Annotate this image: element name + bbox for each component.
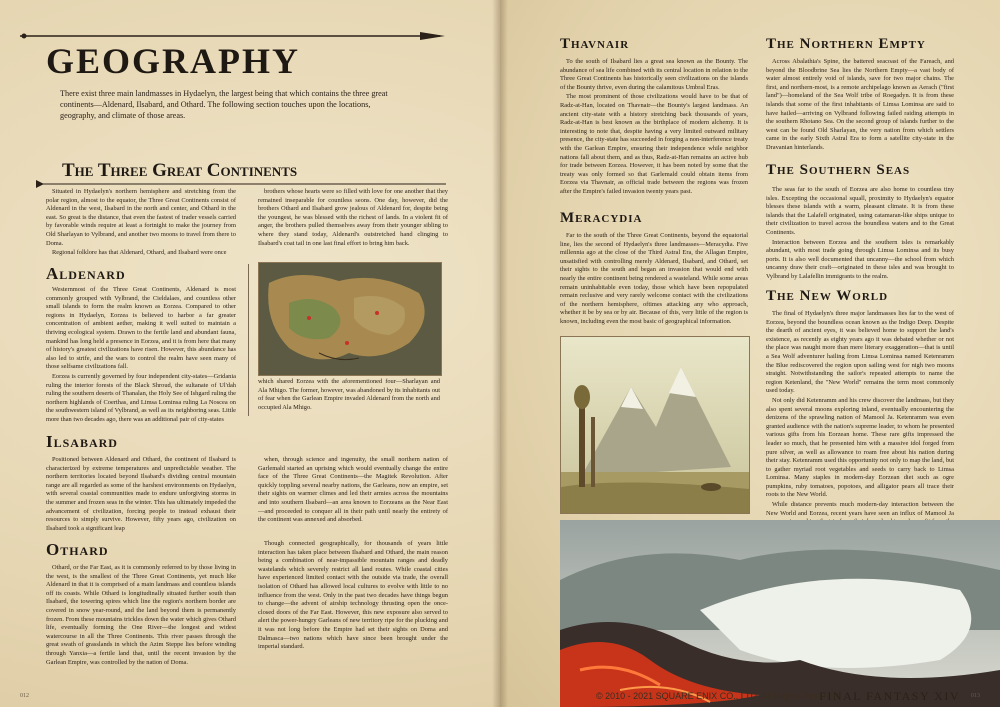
right-page [500,0,1000,707]
three-continents-para1: Situated in Hydaelyn's northern hemisphere and stretching from the polar region, almost to the equator, the Three Great Continents consist of Aldenard in the west, Ilsabard in the north and center, and Othard in the east. So great is the distance, that even the fastest of trader vessels carried by favorable winds require at least a fortnight to make the journey from Old Sharlayan to Vylbrand, and another two moons to travel from there to Doma. [46,188,236,247]
othard-col1 [46,564,236,668]
aldenard-col2 [258,378,440,413]
three-continents-col1 [46,188,236,259]
meracydia-para1: Far to the south of the Three Great Continents, beyond the equatorial line, lies the second of Hydaelyn's three landmasses—Meracydia. Five millennia ago at the close of the Third Astral Era, the Allagan Empire, unsatisfied with controlling merely Aldenard, Ilsabard, and Othard, set their sights to the south and began an invasion that would end with nearly the entire continent being rendered a wasteland. While some areas remain uninhabitable even today, those which have been repopulated remain reclusive and very rarely welcome contact with the civilizations of the northern hemisphere, oftimes attacking any who approach, whether it be by sea or by air. Because of this, very little of the region is known, including even the most basic of geographical information. [560,232,748,325]
thavnair-para2: The most prominent of those civilizations would have to be that of Radz-at-Han, located on Thavnair—the Bounty's largest landmass. An ancient city-state with a history stretching back thousands of years, Radz-at-Han is best known as the birthplace of modern alchemy. It is interesting to note that, despite having a very limited outward military presence, the city-state has succeeded in forging a non-interference treaty with the Garlean Empire, ensuring their independence while neighbor nations fall about them, and as thus, Radz-at-Han remains an active hub for trade between Eorzea. However, it has been noted by some that the treaty was only formed so that Garlemald could obtain items from Eorzea via Thavnair, as official trade between the regions was frozen after the Empire's failed invasion twenty years past. [560,93,748,195]
aldenard-col1 [46,286,236,426]
southern-seas-heading: The Southern Seas [766,162,911,178]
ilsabard-para1: Positioned between Aldenard and Othard, the continent of Ilsabard is characterized by extreme temperatures and unpredictable weather. The northern territories located beyond Ilsabard's dividing central mountain range are all regarded as some of the harshest environments on Hydaelyn, with several coastal communities made to endure unforgiving storms in the summer and frozen seas in the winter. This has ultimately impeded the advancement of civilization, forcing people to instead exhaust their resources to simply survive. However, fifty years ago, civilization on Ilsabard took a significant leap [46,456,236,532]
southern-seas-para1: The seas far to the south of Eorzea are also home to countless tiny isles. Excepting the occasional squall, proximity to Hydaelyn's equator blesses these islands with a warm, pleasant climate. It is from these islands that the Lalafell originated, using catamaran-like ships unique to their civilization to travel across the boundless waters and to the Great Continents. [766,186,954,236]
book-gutter [492,0,508,707]
ilsabard-col1 [46,456,236,534]
thavnair-heading: Thavnair [560,36,630,52]
aldenard-map-image [258,262,442,376]
northern-empty-para1: Across Abalathia's Spine, the battered seacoast of the Fareach, and beyond the Bloodbrine Sea lies the Northern Empty—a vast body of water almost entirely void of islands, save for two major chains. The first, and northern-most, is a remote archipelago known as Aerach ("first land")—homeland of the Sea Wolf tribe of Roegadyn. It is from these islands that some of the first inhabitants of Limsa Lominsa are said to have hailed—arriving on Vylbrand following failed raiding attempts in the southern Rhotano Sea. On the second group of islands further to the west can be found Old Sharlayan, the very nation from which settlers came in the early Sixth Astral Era to form a satellite city-state in the Dravanian hinterlands. [766,58,954,151]
column-divider [248,264,249,416]
game-logo: FINAL FANTASY XIV [819,689,960,703]
thavnair-col [560,58,748,198]
ilsabard-para2: when, through science and ingenuity, the small northern nation of Garlemald started an uprising which would eventually change the entire face of the Three Great Continents—the Magitek Revolution. After quickly toppling several nearby nations, the Garleans, now an empire, set their sights on warmer climes and led their armies across the mountains and into southern Ilsabard—an area known to Eorzeans as the Near East—and proceeded to conquer all in their path until nearly the entirety of the continent was annexed and absorbed. [258,456,448,524]
aldenard-para1: Westernmost of the Three Great Continents, Aldenard is most commonly grouped with Vylbrand, the Cieldalaes, and countless other small islands to form the realm known as Eorzea. Compared to other regions in Hydaelyn, Eorzea is believed to harbor a far greater concentration of ambient aether, making it well suited to maintain a thriving ecological system. Drawn to the fertile land and abundant fauna, mankind has long held a presence in Eorzea, and it is from here that many of history's greatest civilizations have risen. However, this abundance has also led to strife, and the wars to control the realm have seen many of those selfsame civilizations fall. [46,286,236,371]
new-world-para1: The final of Hydaelyn's three major landmasses lies far to the west of Eorzea, beyond the boundless ocean known as the Indigo Deep. Despite the dearth of ancient eyes, it was believed home to support the land's existence, as recently as eighty years ago it was debated whether or not the place was naught more than mere literary exaggeration—that is until a Sea Wolf adventurer hailing from Limsa Lominsa named Ketenramm the Blue rediscovered the region upon sailing west for nigh two moons straight. Notwithstanding the sailor's repeated attempts to name the region Ketenland, the "New World" remains the term most commonly used today. [766,310,954,395]
southern-seas-para2: Interaction between Eorzea and the southern isles is remarkably abundant, with most trade going through Limsa Lominsa and its busy ports. It is also well documented that uncanny—the school from which uncanny draw their craft—originated in these isles and was brought to Vylbrand by Lalafellin immigrants to the realm. [766,238,954,280]
meracydia-painting [560,336,750,514]
othard-col2 [258,540,448,653]
southern-seas-col [766,186,954,283]
intro-paragraph: There exist three main landmasses in Hydaelyn, the largest being that which contains the three great continents—Aldenard, Ilsabard, and Othard. The following section touches upon the locations, geography, and climate of those areas. [60,89,388,120]
three-continents-col2 [258,188,448,249]
right-page-number: 013 [971,693,980,699]
thavnair-para1: To the south of Ilsabard lies a great sea known as the Bounty. The abundance of sea life combined with its central location in relation to the Three Great Continents has historically seen civilizations on the islands of the Bounty thrive, even during the calamitous Umbral Eras. [560,58,748,91]
northern-empty-col [766,58,954,154]
aldenard-heading: Aldenard [46,264,126,283]
new-world-col [766,310,954,536]
left-page-number: 012 [20,693,29,699]
ilsabard-heading: Ilsabard [46,432,118,451]
new-world-para3: While distance prevents much modern-day interaction between the New World and Eorzea, recent years have seen an influx of Mamool Ja [766,501,954,517]
ilsabard-col2 [258,456,448,526]
three-continents-para2: Regional folklore has that Aldenard, Othard, and Ilsabard were once [52,249,227,257]
three-continents-para3: brothers whose hearts were so filled with love for one another that they remained inseparable for countless seons. One day, however, did the brothers Othard and Ilsabard grow jealous of Aldenard for, despite being the youngest, he was blessed with the richest of lands. In a violent fit of anger, the brothers pulled themselves away from their younger sibling to where they stand today, Aldenard's outstretched hand clinging to Ilsabard's coat tail in one last final effort to bring him back. [258,188,448,247]
three-continents-heading: The Three Great Continents [62,160,298,181]
aldenard-para2: Eorzea is currently governed by four independent city-states—Gridania ruling the interior forests of the Black Shroud, the sultanate of Ul'dah ruling the southern deserts of Thanalan, the Holy See of Ishgard ruling the northern highlands of Coerthas, and Limsa Lominsa ruling La Noscea on the southwestern island of Vylbrand, as well as its neighboring seas. Little more than two decades ago, there was an additional pair of city-states [46,372,236,423]
meracydia-heading: Meracydia [560,210,643,226]
volcanic-landscape-painting [560,520,1000,707]
othard-heading: Othard [46,540,109,559]
section-ornament-rule [36,180,446,188]
copyright-notice: © 2010 - 2021 SQUARE ENIX CO., LTD. All Rights Reserved. [596,691,844,701]
othard-para1: Othard, or the Far East, as it is commonly referred to by those living in the west, is the smallest of the Three Great Continents, yet much like Aldenard in that it is comprised of a main landmass and countless islands off its coasts. While Othard is longitudinally situated further south than Ilsabard, the towering spires which line the region's northern border are covered in snow year-round, and the land beyond them is permanently frozen. From these mountains trickles down the water which gives Othard life, eventually forming the One River—the longest and widest watercourse in all the Three Continents. This river passes through the great swath of grasslands in which the Azim Steppe lies before winding through Yanxia—a fertile land that, until the recent invasion by the Garlean Empire, was controlled by the nation of Doma. [46,564,236,666]
aldenard-caption: which shared Eorzea with the aforementioned four—Sharlayan and Ala Mhigo. The former, however, was abandoned by its inhabitants out of fear when the Garlean Empire invaded Aldenard from the north and occupied Ala Mhigo. [258,378,440,411]
page-title: GEOGRAPHY [46,41,301,81]
othard-para2: Though connected geographically, for thousands of years little interaction has taken place between Ilsabard and Othard, the main reason being a combination of near-impassible mountain ranges and deadly wastelands which severely restrict all land routes. While coastal cities have experienced limited contact with the outside via trade, the overall isolation of Othard has allowed local cultures to evolve with little to no influence from the west. Only in the past two decades have things begun to change—the advent of airship technology thrusting open the once-closed doors of the Far East. However, this new exposure also served to alert the power-hungry Garleans of new territory ripe for the plucking and it was not long before the Empire had set their sights on Doma and Dalmasca—two nations which have since been brought under the imperial standard. [258,540,448,651]
meracydia-col [560,232,748,328]
northern-empty-heading: The Northern Empty [766,36,926,52]
new-world-para2: Not only did Ketenramm and his crew discover the landmass, but they also spent several moons exploring inland, eventually encountering the denizens of the sprawling nation of Mamool Ja. Ketenramm was even granted audience with the nation's supreme leader, to whom he presented various gifts from his Eorzean home. These rare gifts impressed the leader so much, that he presented him with a massive idol forged from pure silver, as well as allowance to roam free about his nation during their stay. Ketenramm used this opportunity not only to map the land, but to gather myriad root vegetables and seeds to carry back to Limsa Lominsa. Many staples in modern-day Eorzean diet such as ogre pumpkins, ruby tomatoes, popotoes, and alligator pears all trace their roots to the New World. [766,396,954,499]
new-world-heading: The New World [766,288,889,304]
